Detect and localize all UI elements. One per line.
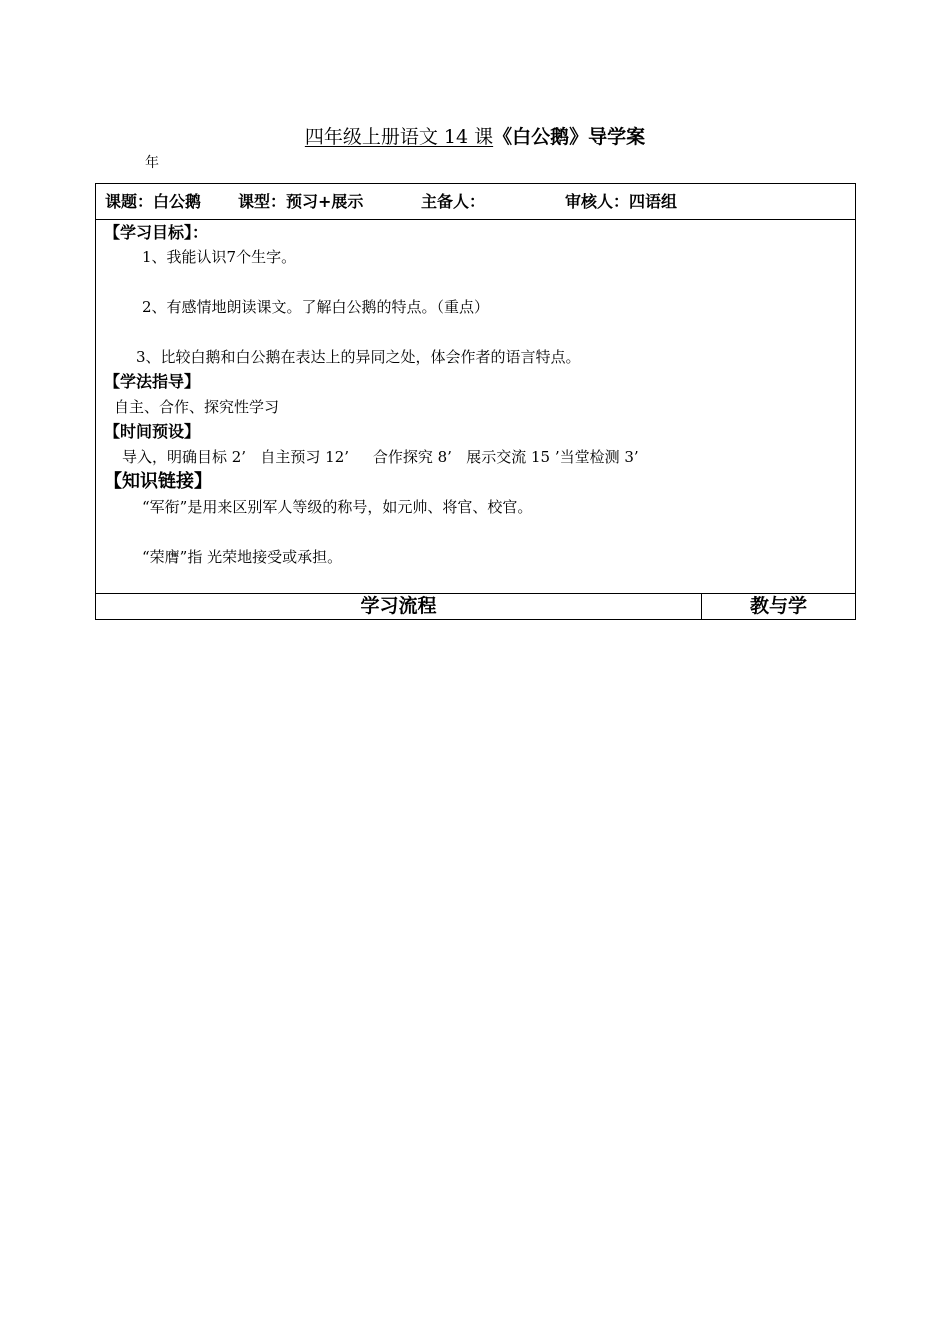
header-row xyxy=(96,184,855,219)
process-column-header: 学习流程 xyxy=(360,595,437,617)
lesson-type-field: 课型：预习+展示 xyxy=(238,192,364,211)
method-heading: 【学法指导】 xyxy=(104,372,201,391)
objective-item: 1、我能认识7个生字。 xyxy=(142,248,297,266)
objective-item: 3、比较白鹅和白公鹅在表达上的异同之处，体会作者的语言特点。 xyxy=(136,348,581,366)
title-lesson: 《白公鹅》导学案 xyxy=(493,126,646,148)
knowledge-heading: 【知识链接】 xyxy=(104,471,212,492)
topic-field: 课题：白公鹅 xyxy=(105,192,202,211)
reviewer-field: 审核人：四语组 xyxy=(565,192,678,211)
knowledge-item: “军衔”是用来区别军人等级的称号，如元帅、将官、校官。 xyxy=(142,498,533,516)
objective-item: 2、有感情地朗读课文。了解白公鹅的特点。（重点） xyxy=(142,298,490,316)
preparer-field: 主备人： xyxy=(421,192,486,211)
grade-mark: 年 xyxy=(145,155,159,171)
divider xyxy=(96,219,855,220)
lesson-plan-table xyxy=(95,183,856,620)
column-divider xyxy=(701,594,702,619)
time-heading: 【时间预设】 xyxy=(104,422,201,441)
title-course: 四年级上册语文 14 课 xyxy=(304,126,494,148)
teaching-column-header: 教与学 xyxy=(749,595,807,617)
objectives-heading: 【学习目标】： xyxy=(104,223,209,242)
document-title xyxy=(0,124,950,150)
time-text: 导入，明确目标 2’ 自主预习 12’ 合作探究 8’ 展示交流 15 ’当堂检测 3’ xyxy=(122,448,639,466)
flow-header-row xyxy=(96,594,855,619)
knowledge-item: “荣膺”指 光荣地接受或承担。 xyxy=(142,548,343,566)
method-text: 自主、合作、探究性学习 xyxy=(114,398,280,416)
